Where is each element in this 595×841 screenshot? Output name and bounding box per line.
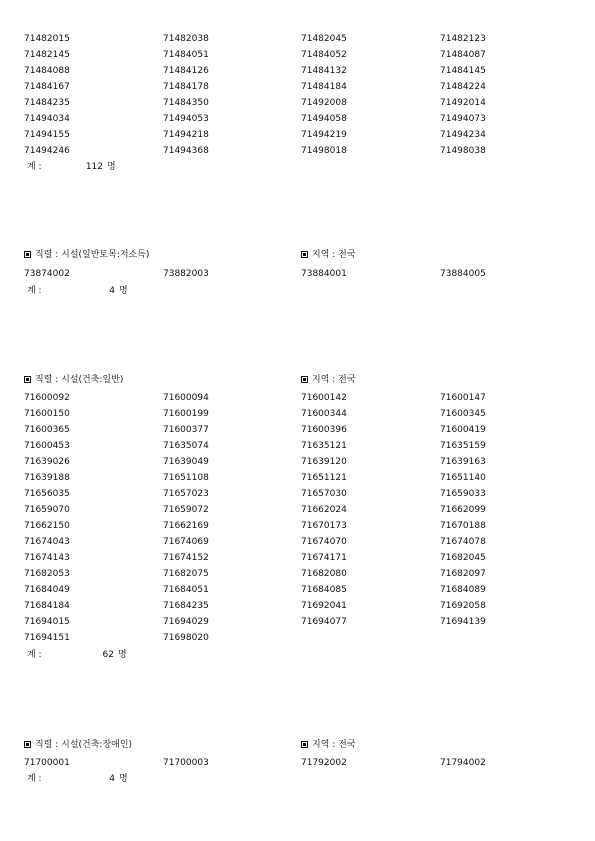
square-bullet-icon — [24, 251, 31, 258]
number-row — [0, 551, 595, 566]
region-label: 지역 : 전국 — [312, 740, 356, 750]
number-row — [0, 96, 595, 111]
number-row — [0, 64, 595, 79]
applicant-number: 71659033 — [440, 489, 486, 499]
applicant-number: 71492008 — [301, 98, 347, 108]
square-bullet-icon — [301, 376, 308, 383]
applicant-number: 71662024 — [301, 505, 347, 515]
number-row — [0, 487, 595, 502]
applicant-number: 71682045 — [440, 553, 486, 563]
applicant-number: 71656035 — [24, 489, 70, 499]
applicant-number: 71494368 — [163, 146, 209, 156]
applicant-number: 71684051 — [163, 585, 209, 595]
applicant-number: 71692041 — [301, 601, 347, 611]
applicant-number: 71674043 — [24, 537, 70, 547]
square-bullet-icon — [301, 251, 308, 258]
applicant-number: 71694029 — [163, 617, 209, 627]
number-row — [0, 519, 595, 534]
applicant-number: 71698020 — [163, 633, 209, 643]
series-label: 직렬 : 시설(건축:장애인) — [35, 740, 133, 750]
applicant-number: 71482015 — [24, 34, 70, 44]
number-row — [0, 471, 595, 486]
number-row — [0, 583, 595, 598]
applicant-number: 71682075 — [163, 569, 209, 579]
section-header-series — [24, 739, 132, 751]
applicant-number: 73884005 — [440, 269, 486, 279]
applicant-number: 73882003 — [163, 269, 209, 279]
number-row — [0, 455, 595, 470]
region-label: 지역 : 전국 — [312, 250, 356, 260]
applicant-number: 71600396 — [301, 425, 347, 435]
applicant-number: 71694015 — [24, 617, 70, 627]
applicant-number: 71692058 — [440, 601, 486, 611]
section-header-region — [301, 374, 356, 386]
total-unit: 명 — [119, 286, 128, 296]
applicant-number: 71484167 — [24, 82, 70, 92]
applicant-number: 71635159 — [440, 441, 486, 451]
total-unit: 명 — [119, 774, 128, 784]
applicant-number: 71494234 — [440, 130, 486, 140]
applicant-number: 71484126 — [163, 66, 209, 76]
applicant-number: 71484052 — [301, 50, 347, 60]
applicant-number: 71484184 — [301, 82, 347, 92]
applicant-number: 71484350 — [163, 98, 209, 108]
applicant-number: 73884001 — [301, 269, 347, 279]
section-total — [27, 773, 128, 785]
applicant-number: 71482123 — [440, 34, 486, 44]
applicant-number: 71662099 — [440, 505, 486, 515]
number-row — [0, 567, 595, 582]
number-row — [0, 267, 595, 282]
applicant-number: 71670173 — [301, 521, 347, 531]
applicant-number: 71600150 — [24, 409, 70, 419]
applicant-number: 71662169 — [163, 521, 209, 531]
applicant-number: 71794002 — [440, 758, 486, 768]
applicant-number: 71498018 — [301, 146, 347, 156]
total-unit: 명 — [118, 650, 127, 660]
applicant-number: 71482038 — [163, 34, 209, 44]
number-row — [0, 599, 595, 614]
square-bullet-icon — [24, 376, 31, 383]
number-row — [0, 756, 595, 771]
number-row — [0, 423, 595, 438]
applicant-number: 71684089 — [440, 585, 486, 595]
applicant-number: 71651140 — [440, 473, 486, 483]
applicant-number: 71639049 — [163, 457, 209, 467]
applicant-number: 71674171 — [301, 553, 347, 563]
section-total — [27, 161, 116, 173]
square-bullet-icon — [301, 741, 308, 748]
applicant-number: 71700003 — [163, 758, 209, 768]
applicant-number: 71494218 — [163, 130, 209, 140]
applicant-number: 71670188 — [440, 521, 486, 531]
applicant-number: 71484145 — [440, 66, 486, 76]
applicant-number: 71494053 — [163, 114, 209, 124]
applicant-number: 71494073 — [440, 114, 486, 124]
total-label: 계 : — [27, 650, 42, 660]
applicant-number: 71484132 — [301, 66, 347, 76]
applicant-number: 71639026 — [24, 457, 70, 467]
total-unit: 명 — [107, 162, 116, 172]
applicant-number: 71694139 — [440, 617, 486, 627]
applicant-number: 71684235 — [163, 601, 209, 611]
series-label: 직렬 : 시설(건축:일반) — [35, 375, 124, 385]
applicant-number: 71600377 — [163, 425, 209, 435]
applicant-number: 71659070 — [24, 505, 70, 515]
applicant-number: 71600092 — [24, 393, 70, 403]
section-total — [27, 285, 128, 297]
total-label: 계 : — [27, 286, 42, 296]
applicant-number: 71494058 — [301, 114, 347, 124]
applicant-number: 71662150 — [24, 521, 70, 531]
applicant-number: 71600365 — [24, 425, 70, 435]
applicant-number: 71682080 — [301, 569, 347, 579]
applicant-number: 71600419 — [440, 425, 486, 435]
applicant-number: 71484087 — [440, 50, 486, 60]
applicant-number: 71635121 — [301, 441, 347, 451]
number-row — [0, 535, 595, 550]
number-row — [0, 112, 595, 127]
number-row — [0, 128, 595, 143]
applicant-number: 71674069 — [163, 537, 209, 547]
applicant-number: 71684184 — [24, 601, 70, 611]
applicant-number: 71792002 — [301, 758, 347, 768]
applicant-number: 71484178 — [163, 82, 209, 92]
number-row — [0, 615, 595, 630]
applicant-number: 71482145 — [24, 50, 70, 60]
number-row — [0, 32, 595, 47]
applicant-number: 71700001 — [24, 758, 70, 768]
total-count: 4 — [109, 286, 115, 296]
number-row — [0, 391, 595, 406]
total-count: 112 — [85, 162, 103, 172]
applicant-number: 71674070 — [301, 537, 347, 547]
section-header-series — [24, 374, 123, 386]
applicant-number: 71651108 — [163, 473, 209, 483]
applicant-number: 71674152 — [163, 553, 209, 563]
applicant-number: 71494219 — [301, 130, 347, 140]
applicant-number: 71492014 — [440, 98, 486, 108]
applicant-number: 71484224 — [440, 82, 486, 92]
number-row — [0, 439, 595, 454]
applicant-number: 71639120 — [301, 457, 347, 467]
applicant-number: 71684049 — [24, 585, 70, 595]
applicant-number: 71694151 — [24, 633, 70, 643]
applicant-number: 71600344 — [301, 409, 347, 419]
applicant-number: 71682053 — [24, 569, 70, 579]
section-header-region — [301, 249, 356, 261]
section-header-region — [301, 739, 356, 751]
applicant-number: 71494246 — [24, 146, 70, 156]
applicant-number: 71659072 — [163, 505, 209, 515]
applicant-number: 71651121 — [301, 473, 347, 483]
applicant-number: 71684085 — [301, 585, 347, 595]
number-row — [0, 407, 595, 422]
applicant-number: 71657023 — [163, 489, 209, 499]
total-count: 62 — [102, 650, 114, 660]
applicant-number: 71498038 — [440, 146, 486, 156]
number-row — [0, 503, 595, 518]
applicant-number: 71484088 — [24, 66, 70, 76]
total-label: 계 : — [27, 162, 42, 172]
applicant-number: 71674143 — [24, 553, 70, 563]
region-label: 지역 : 전국 — [312, 375, 356, 385]
applicant-number: 71682097 — [440, 569, 486, 579]
applicant-number: 71674078 — [440, 537, 486, 547]
applicant-number: 71600199 — [163, 409, 209, 419]
applicant-number: 71600094 — [163, 393, 209, 403]
applicant-number: 71484235 — [24, 98, 70, 108]
square-bullet-icon — [24, 741, 31, 748]
applicant-number: 71657030 — [301, 489, 347, 499]
applicant-number: 73874002 — [24, 269, 70, 279]
section-header-series — [24, 249, 149, 261]
applicant-number: 71639163 — [440, 457, 486, 467]
applicant-number: 71600147 — [440, 393, 486, 403]
applicant-number: 71600142 — [301, 393, 347, 403]
applicant-number: 71484051 — [163, 50, 209, 60]
section-total — [27, 649, 127, 661]
number-row — [0, 48, 595, 63]
series-label: 직렬 : 시설(일반토목:저소득) — [35, 250, 150, 260]
applicant-number: 71635074 — [163, 441, 209, 451]
applicant-number: 71482045 — [301, 34, 347, 44]
applicant-number: 71639188 — [24, 473, 70, 483]
number-row — [0, 80, 595, 95]
applicant-number: 71600453 — [24, 441, 70, 451]
applicant-number: 71694077 — [301, 617, 347, 627]
total-label: 계 : — [27, 774, 42, 784]
applicant-number: 71600345 — [440, 409, 486, 419]
number-row — [0, 144, 595, 159]
applicant-number: 71494034 — [24, 114, 70, 124]
total-count: 4 — [109, 774, 115, 784]
number-row — [0, 631, 595, 646]
applicant-number: 71494155 — [24, 130, 70, 140]
